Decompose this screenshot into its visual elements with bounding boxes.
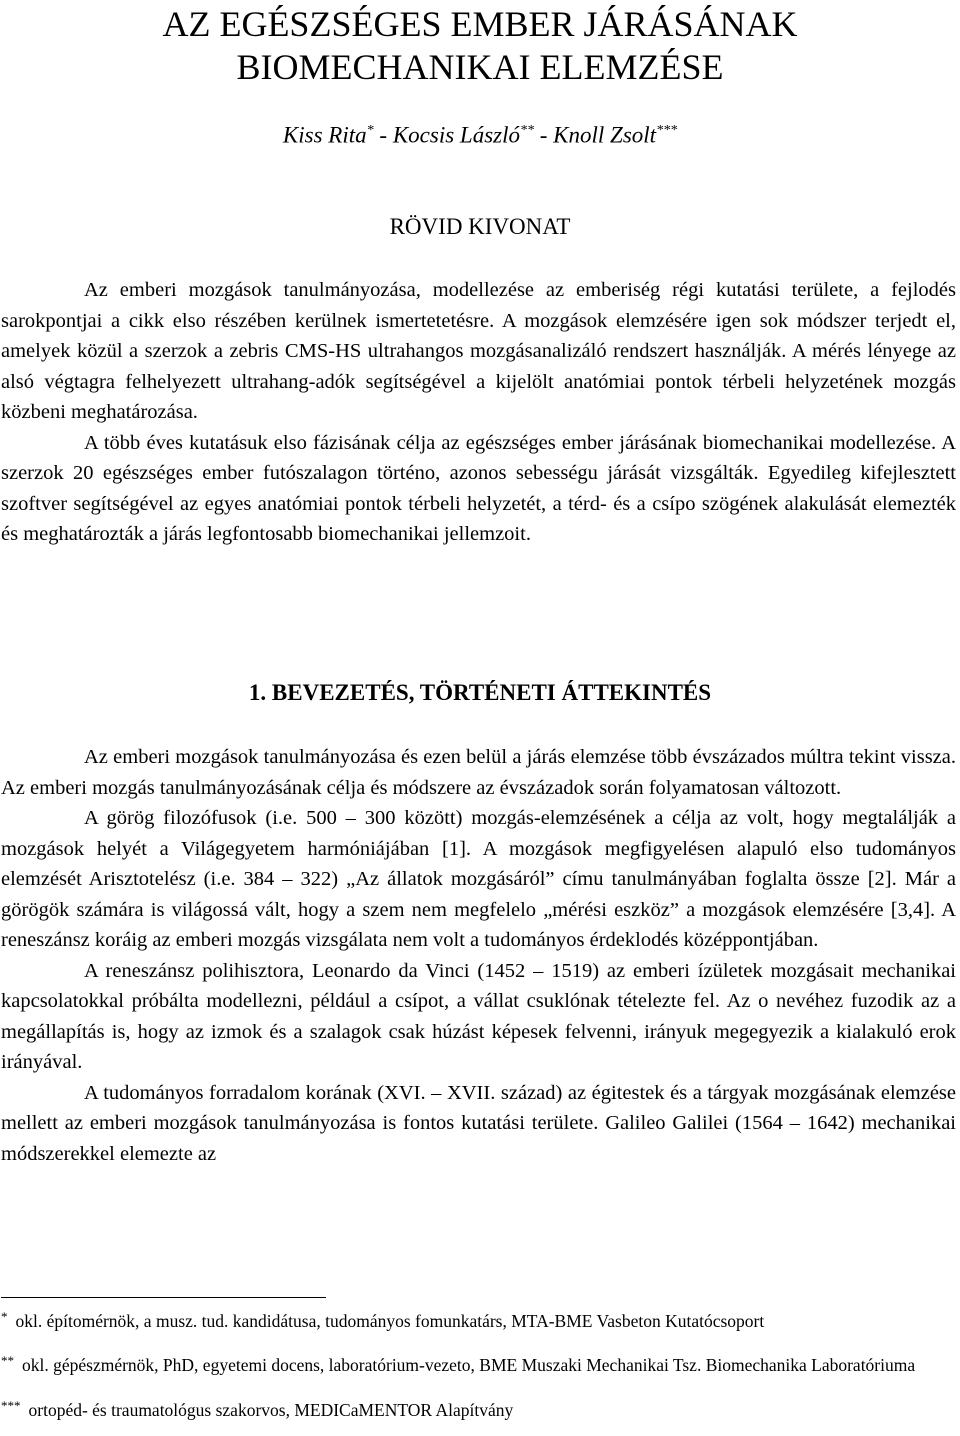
footnote-text: okl. gépészmérnök, PhD, egyetemi docens, laboratórium-vezeto, BME Muszaki Mechanikai Tsz. Biomechanika Laboratóriuma bbox=[22, 1355, 916, 1375]
footnote-2 bbox=[1, 1350, 956, 1376]
body-paragraph: A tudományos forradalom korának (XVI. – XVII. század) az égitestek és a tárgyak mozgásának elemzése mellett az emberi mozgások tanulmányozása is fontos kutatási területe. Galileo Galilei (1564 – 1642) mechanikai módszerekkel elemezte az bbox=[1, 1081, 956, 1165]
section-body bbox=[1, 742, 956, 1169]
footnote-mark: * bbox=[1, 1309, 8, 1324]
paper-title-line-1: AZ EGÉSZSÉGES EMBER JÁRÁSÁNAK bbox=[162, 4, 798, 44]
body-paragraph: A reneszánsz polihisztora, Leonardo da Vinci (1452 – 1519) az emberi ízületek mozgásait mechanikai kapcsolatokkal próbálta modellezni, például a csípot, a vállat csuklónak tételezte fel. Az o nevéhez fuzodik az a megállapítás is, hogy az izmok és a szalagok csak húzást képesek felvenni, irányuk megegyezik a kialakuló erok irányával. bbox=[1, 959, 956, 1073]
body-paragraph: A görög filozófusok (i.e. 500 – 300 között) mozgás-elemzésének a célja az volt, hogy megtalálják a mozgások helyét a Világegyetem harmóniájában [1]. A mozgások megfigyelésen alapuló elso tudományos elemzését Arisztotelész (i.e. 384 – 322) „Az állatok mozgásáról” címu tanulmányában foglalta össze [2]. Már a görögök számára is világossá vált, hogy a szem nem megfelelo „mérési eszköz” a mozgások elemzésére [3,4]. A reneszánsz koráig az emberi mozgás vizsgálata nem volt a tudományos érdeklodés középpontjában. bbox=[1, 807, 956, 951]
footnote-divider bbox=[1, 1297, 326, 1298]
body-paragraph: Az emberi mozgások tanulmányozása és ezen belül a járás elemzése több évszázados múltra tekint vissza. Az emberi mozgás tanulmányozásának célja és módszere az évszázadok során folyamatosan változott. bbox=[1, 746, 956, 799]
author-list bbox=[0, 116, 960, 151]
author-3-footnote-mark: *** bbox=[656, 123, 678, 138]
footnote-mark: *** bbox=[1, 1398, 21, 1413]
footnote-3 bbox=[1, 1395, 956, 1421]
author-separator: - bbox=[373, 122, 393, 148]
footnote-mark: ** bbox=[1, 1353, 14, 1368]
paper-title-line-2: BIOMECHANIKAI ELEMZÉSE bbox=[236, 47, 724, 87]
author-1: Kiss Rita bbox=[282, 122, 367, 148]
abstract-paragraph: Az emberi mozgások tanulmányozása, modellezése az emberiség régi kutatási területe, a fejlodés sarokpontjai a cikk elso részében kerülnek ismertetetésre. A mozgások elemzésére igen sok módszer terjedt el, amelyek közül a szerzok a zebris CMS-HS ultrahangos mozgásanalizáló rendszert használják. A mérés lényege az alsó végtagra felhelyezett ultrahang-adók segítségével a kijelölt anatómiai pontok térbeli helyzetének mozgás közbeni meghatározása. bbox=[1, 279, 956, 423]
abstract-paragraph: A több éves kutatásuk elso fázisának célja az egészséges ember járásának biomechanikai modellezése. A szerzok 20 egészséges ember futószalagon történo, azonos sebességu járását vizsgálták. Egyedileg kifejlesztett szoftver segítségével az egyes anatómiai pontok térbeli helyzetét, a térd- és a csípo szögének alakulását elemezték és meghatározták a járás legfontosabb biomechanikai jellemzoit. bbox=[1, 431, 956, 545]
author-1-footnote-mark: * bbox=[366, 123, 374, 138]
author-separator: - bbox=[534, 122, 554, 148]
author-3: Knoll Zsolt bbox=[553, 122, 657, 148]
abstract-heading: RÖVID KIVONAT bbox=[389, 214, 571, 239]
footnote-1 bbox=[1, 1306, 956, 1332]
section-heading: 1. BEVEZETÉS, TÖRTÉNETI ÁTTEKINTÉS bbox=[248, 680, 712, 705]
footnote-text: ortopéd- és traumatológus szakorvos, MEDICaMENTOR Alapítvány bbox=[28, 1400, 514, 1420]
footnote-text: okl. építomérnök, a musz. tud. kandidátusa, tudományos fomunkatárs, MTA-BME Vasbeton Kutatócsoport bbox=[15, 1311, 765, 1331]
author-2-footnote-mark: ** bbox=[520, 123, 534, 138]
author-2: Kocsis László bbox=[392, 122, 520, 148]
abstract-body bbox=[1, 275, 956, 550]
